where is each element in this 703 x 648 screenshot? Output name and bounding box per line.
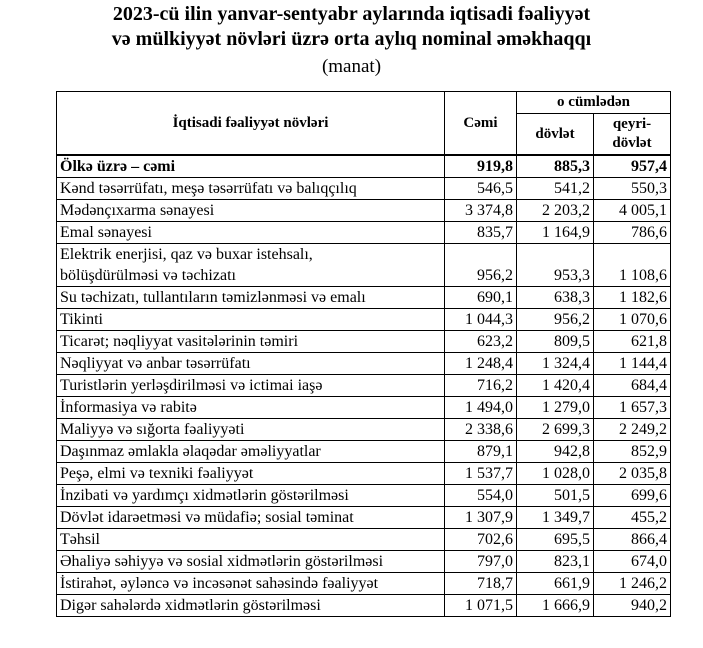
header-state: dövlət (517, 114, 594, 156)
cell-non-state: 674,0 (594, 551, 671, 573)
table-row (57, 353, 671, 375)
cell-activity (57, 178, 445, 200)
cell-non-state: 1 246,2 (594, 573, 671, 595)
cell-total: 718,7 (445, 573, 517, 595)
cell-non-state: 2 249,2 (594, 419, 671, 441)
activity-name: İnzibati və yardımçı xidmətlərin göstərilməsi (60, 487, 349, 504)
cell-state: 956,2 (517, 309, 594, 331)
cell-activity (57, 419, 445, 441)
table-row (57, 507, 671, 529)
cell-state: 638,3 (517, 287, 594, 309)
cell-activity (57, 463, 445, 485)
cell-activity (57, 309, 445, 331)
cell-activity (57, 551, 445, 573)
cell-non-state: 866,4 (594, 529, 671, 551)
activity-name: Təhsil (60, 531, 100, 548)
cell-activity (57, 441, 445, 463)
table-row (57, 573, 671, 595)
cell-total: 956,2 (445, 244, 517, 287)
table-row (57, 419, 671, 441)
cell-activity (57, 485, 445, 507)
cell-non-state: 957,4 (594, 155, 671, 178)
activity-name: Turistlərin yerləşdirilməsi və ictimai iaşə (60, 377, 323, 394)
cell-total: 835,7 (445, 222, 517, 244)
cell-non-state: 4 005,1 (594, 200, 671, 222)
cell-total: 879,1 (445, 441, 517, 463)
header-non-state-line2: dövlət (612, 135, 652, 151)
cell-non-state: 1 657,3 (594, 397, 671, 419)
cell-activity (57, 529, 445, 551)
cell-state: 1 420,4 (517, 375, 594, 397)
cell-non-state: 684,4 (594, 375, 671, 397)
cell-activity (57, 353, 445, 375)
cell-total: 1 307,9 (445, 507, 517, 529)
cell-activity (57, 595, 445, 617)
activity-name: İnformasiya və rabitə (60, 399, 197, 416)
cell-non-state: 852,9 (594, 441, 671, 463)
header-including: o cümlədən (517, 92, 671, 114)
cell-activity (57, 507, 445, 529)
header-non-state (594, 114, 671, 156)
activity-name: İstirahət, əyləncə və incəsənət sahəsində fəaliyyət (60, 575, 379, 592)
table-row (57, 375, 671, 397)
cell-non-state: 1 108,6 (594, 244, 671, 287)
table-row (57, 551, 671, 573)
table-row (57, 200, 671, 222)
cell-total: 554,0 (445, 485, 517, 507)
cell-state: 1 279,0 (517, 397, 594, 419)
title-line-1: 2023-cü ilin yanvar-sentyabr aylarında iqtisadi fəaliyyət (112, 3, 591, 25)
cell-non-state: 1 182,6 (594, 287, 671, 309)
activity-name: Ticarət; nəqliyyat vasitələrinin təmiri (60, 333, 299, 350)
cell-state: 953,3 (517, 244, 594, 287)
activity-name: Əhaliyə səhiyyə və sosial xidmətlərin göstərilməsi (60, 553, 384, 570)
cell-non-state: 699,6 (594, 485, 671, 507)
table-row (57, 331, 671, 353)
cell-total: 1 494,0 (445, 397, 517, 419)
cell-total: 1 071,5 (445, 595, 517, 617)
cell-state: 661,9 (517, 573, 594, 595)
cell-total: 623,2 (445, 331, 517, 353)
cell-total: 546,5 (445, 178, 517, 200)
activity-name: Peşə, elmi və texniki fəaliyyət (60, 465, 254, 482)
cell-total: 1 044,3 (445, 309, 517, 331)
table-row (57, 529, 671, 551)
table-row (57, 463, 671, 485)
cell-activity (57, 155, 445, 178)
cell-state: 501,5 (517, 485, 594, 507)
table-row (57, 309, 671, 331)
cell-non-state: 621,8 (594, 331, 671, 353)
cell-total: 690,1 (445, 287, 517, 309)
activity-name: Ölkə üzrə – cəmi (60, 158, 176, 175)
cell-non-state: 786,6 (594, 222, 671, 244)
table-row (57, 244, 671, 287)
activity-name: Mədənçıxarma sənayesi (60, 202, 215, 219)
cell-total: 702,6 (445, 529, 517, 551)
cell-total: 716,2 (445, 375, 517, 397)
cell-state: 2 699,3 (517, 419, 594, 441)
cell-state: 695,5 (517, 529, 594, 551)
table-row (57, 441, 671, 463)
cell-activity (57, 287, 445, 309)
cell-state: 942,8 (517, 441, 594, 463)
table-row (57, 287, 671, 309)
activity-name: Digər sahələrdə xidmətlərin göstərilməsi (60, 597, 321, 614)
cell-state: 541,2 (517, 178, 594, 200)
unit-label: (manat) (321, 56, 382, 77)
cell-activity (57, 244, 445, 287)
activity-name: Elektrik enerjisi, qaz və buxar istehsalı, (60, 246, 313, 263)
cell-state: 1 164,9 (517, 222, 594, 244)
cell-state: 809,5 (517, 331, 594, 353)
cell-total: 1 248,4 (445, 353, 517, 375)
header-non-state-line1: qeyri- (612, 116, 652, 132)
activity-name: Nəqliyyat və anbar təsərrüfatı (60, 355, 251, 372)
cell-non-state: 550,3 (594, 178, 671, 200)
activity-name: Emal sənayesi (60, 224, 152, 241)
cell-activity (57, 222, 445, 244)
activity-name: Su təchizatı, tullantıların təmizlənməsi və emalı (60, 289, 366, 306)
cell-non-state: 2 035,8 (594, 463, 671, 485)
cell-total: 3 374,8 (445, 200, 517, 222)
activity-name-line2: bölüşdürülməsi və təchizatı (60, 267, 236, 284)
cell-activity (57, 200, 445, 222)
activity-name: Maliyyə və sığorta fəaliyyəti (60, 421, 245, 438)
table-body (57, 155, 671, 617)
cell-activity (57, 573, 445, 595)
table-row (57, 178, 671, 200)
activity-name: Dövlət idarəetməsi və müdafiə; sosial təminat (60, 509, 354, 526)
cell-non-state: 1 070,6 (594, 309, 671, 331)
cell-state: 1 666,9 (517, 595, 594, 617)
cell-total: 797,0 (445, 551, 517, 573)
cell-total: 919,8 (445, 155, 517, 178)
cell-state: 1 324,4 (517, 353, 594, 375)
cell-state: 2 203,2 (517, 200, 594, 222)
title-line-2: və mülkiyyət növləri üzrə orta aylıq nominal əməkhaqqı (111, 28, 592, 50)
activity-name: Daşınmaz əmlakla əlaqədar əməliyyatlar (60, 443, 321, 460)
header-activity: İqtisadi fəaliyyət növləri (57, 92, 445, 156)
cell-activity (57, 331, 445, 353)
table-row (57, 222, 671, 244)
activity-name: Kənd təsərrüfatı, meşə təsərrüfatı və balıqçılıq (60, 180, 357, 197)
cell-state: 1 028,0 (517, 463, 594, 485)
cell-non-state: 455,2 (594, 507, 671, 529)
table-row-total (57, 155, 671, 178)
cell-state: 885,3 (517, 155, 594, 178)
cell-state: 823,1 (517, 551, 594, 573)
table-row (57, 485, 671, 507)
cell-total: 2 338,6 (445, 419, 517, 441)
cell-activity (57, 397, 445, 419)
table-row (57, 595, 671, 617)
header-total: Cəmi (445, 92, 517, 156)
cell-non-state: 1 144,4 (594, 353, 671, 375)
cell-non-state: 940,2 (594, 595, 671, 617)
activity-name: Tikinti (60, 311, 103, 328)
cell-state: 1 349,7 (517, 507, 594, 529)
cell-activity (57, 375, 445, 397)
wage-table (56, 91, 671, 617)
table-row (57, 397, 671, 419)
cell-total: 1 537,7 (445, 463, 517, 485)
